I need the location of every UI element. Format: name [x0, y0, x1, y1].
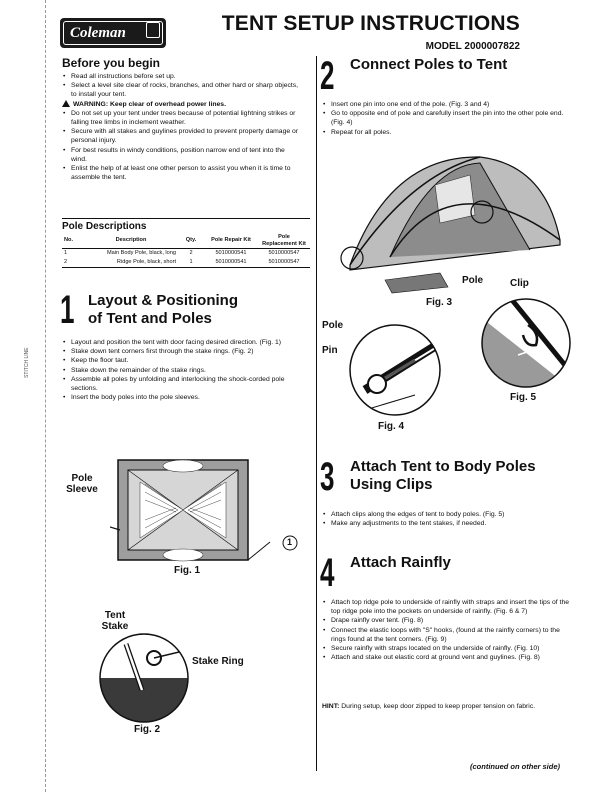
tent-stake-line-1: Tent: [104, 610, 126, 621]
list-item: • Insert the body poles into the pole sleeves.: [62, 393, 302, 402]
list-item: • Repeat for all poles.: [322, 128, 567, 137]
list-item: • For best results in windy conditions, position narrow end of tent into the wind.: [62, 146, 302, 164]
table-cell: 1: [64, 250, 68, 256]
table-cell: 2: [189, 250, 193, 256]
step-4-list: [322, 598, 572, 662]
step-1-list: [62, 338, 302, 402]
list-item: • Secure rainfly with straps located on the underside of rainfly. (Fig. 10): [322, 644, 572, 653]
step-3-title: [350, 458, 536, 494]
before-list-a: [62, 72, 302, 100]
pole-label-fig5: Pole: [462, 275, 484, 286]
list-item: • Read all instructions before set up.: [62, 72, 302, 81]
step-1-title-line-1: Layout & Positioning: [88, 292, 238, 309]
column-divider: [316, 56, 317, 771]
clip-label: Clip: [510, 278, 529, 289]
stitch-line: [45, 0, 46, 792]
pin-ring: [368, 375, 386, 393]
stake-ring-label: Stake Ring: [192, 656, 244, 667]
figure-1-tent-layout: [110, 452, 310, 577]
list-item: • Go to opposite end of pole and carefully insert the pin into the other pole end. (Fig. 4): [322, 109, 567, 127]
tent-stake-line-2: Stake: [101, 621, 129, 632]
figure-5-clip-detail: [478, 295, 573, 390]
list-item: • Do not set up your tent under trees because of potential lightning strikes or falling tree limbs in inclement weather.: [62, 109, 302, 127]
hint-note: [322, 702, 567, 711]
callout-1-label: 1: [287, 537, 293, 547]
list-item: • Layout and position the tent with door facing desired direction. (Fig. 1): [62, 338, 302, 347]
warning-text: WARNING: Keep clear of overhead power lines.: [73, 100, 226, 108]
table-cell: 5010000541: [215, 259, 247, 265]
figure-4-pin-detail: [345, 320, 445, 420]
pole-descriptions-title: Pole Descriptions: [62, 221, 147, 232]
figure-3-tent-dome: [330, 145, 570, 295]
list-item: • Secure with all stakes and guylines provided to prevent property damage or personal injury.: [62, 127, 302, 145]
ground-mat: [385, 273, 448, 293]
table-header: Qty.: [178, 233, 204, 249]
step-4-title: Attach Rainfly: [350, 554, 451, 571]
list-item: • Attach and stake out elastic cord at ground vent and guylines. (Fig. 8): [322, 653, 572, 662]
pole-sleeve-line-1: Pole: [71, 473, 93, 484]
warning-line: [62, 100, 302, 109]
pole-table: [62, 233, 310, 268]
step-3-list: [322, 510, 567, 528]
pole-sleeve-label: [62, 473, 102, 495]
step-2-list: [322, 100, 567, 137]
list-item: • Stake down the remainder of the stake rings.: [62, 366, 302, 375]
list-item: • Connect the elastic loops with "S" hooks, (found at the rainfly corners) to the rings found at the tent corners. (Fig. 9): [322, 626, 572, 644]
tent-stake-label: [100, 610, 130, 632]
table-header: Pole Replacement Kit: [258, 233, 310, 249]
step-3-number: 3: [320, 455, 335, 499]
list-item: • Select a level site clear of rocks, branches, and other hard or sharp objects, to install your tent.: [62, 81, 302, 99]
fig-2-label: Fig. 2: [134, 724, 161, 735]
table-header: No.: [62, 233, 84, 249]
before-you-begin-section: [62, 56, 302, 182]
list-item: • Attach clips along the edges of tent to body poles. (Fig. 5): [322, 510, 567, 519]
callout-line: [248, 542, 270, 560]
fig-3-label: Fig. 3: [426, 297, 453, 308]
step-2-title: Connect Poles to Tent: [350, 56, 508, 73]
step-1-number: 1: [60, 288, 75, 332]
table-header: Pole Repair Kit: [204, 233, 258, 249]
pole-label-fig4: Pole: [322, 320, 344, 331]
figure-2-stake-ring: [96, 630, 196, 725]
list-item: • Keep the floor taut.: [62, 356, 302, 365]
fig-5-label: Fig. 5: [510, 392, 537, 403]
step-1-title-line-2: of Tent and Poles: [88, 310, 212, 327]
pin-label: Pin: [322, 345, 338, 356]
hint-text: During setup, keep door zipped to keep proper tension on fabric.: [341, 703, 536, 710]
coleman-logo: [60, 18, 166, 48]
step-2-number: 2: [320, 54, 335, 98]
step-4-number: 4: [320, 551, 335, 595]
before-list-b: [62, 109, 302, 183]
step-1-title: [88, 292, 238, 328]
pole-descriptions-section: [62, 218, 310, 268]
before-you-begin-title: Before you begin: [62, 56, 161, 70]
fig-1-label: Fig. 1: [174, 565, 201, 576]
continued-note: (continued on other side): [470, 762, 560, 771]
table-cell: 2: [64, 259, 68, 265]
door-arc-top: [163, 460, 203, 472]
table-cell: 5010000547: [268, 259, 300, 265]
list-item: • Drape rainfly over tent. (Fig. 8): [322, 616, 572, 625]
list-item: • Enlist the help of at least one other person to assist you when it is time to assemble the tent.: [62, 164, 302, 182]
door-arc-bottom: [163, 549, 203, 561]
table-cell: 5010000541: [215, 250, 247, 256]
table-header: Description: [84, 233, 178, 249]
table-cell: 5010000547: [268, 250, 300, 256]
list-item: • Attach top ridge pole to underside of rainfly with straps and insert the tips of the top ridge pole into the pockets on underside of rainfly. (Fig. 6 & 7): [322, 598, 572, 616]
table-row: [62, 249, 310, 259]
model-number: MODEL 2000007822: [425, 41, 520, 52]
step-3-title-line-2: Using Clips: [350, 476, 433, 493]
pole-sleeve-line-2: Sleeve: [66, 484, 98, 495]
table-cell: Ridge Pole, black, short: [116, 259, 176, 265]
table-row: [62, 258, 310, 268]
step-3-title-line-1: Attach Tent to Body Poles: [350, 458, 536, 475]
stitch-line-label: STITCH LINE: [24, 347, 30, 378]
table-cell: Main Body Pole, black, long: [106, 250, 176, 256]
fig-4-label: Fig. 4: [378, 421, 405, 432]
warning-triangle-icon: [62, 100, 70, 107]
lantern-icon: [146, 22, 160, 38]
list-item: • Stake down tent corners first through the stake rings. (Fig. 2): [62, 347, 302, 356]
table-cell: 1: [189, 259, 193, 265]
list-item: • Assemble all poles by unfolding and interlocking the shock-corded pole sections.: [62, 375, 302, 393]
page-title: TENT SETUP INSTRUCTIONS: [221, 12, 520, 35]
list-item: • Insert one pin into one end of the pole. (Fig. 3 and 4): [322, 100, 567, 109]
list-item: • Make any adjustments to the tent stakes, if needed.: [322, 519, 567, 528]
hint-label: HINT:: [322, 703, 340, 710]
logo-text: Coleman: [70, 25, 126, 41]
